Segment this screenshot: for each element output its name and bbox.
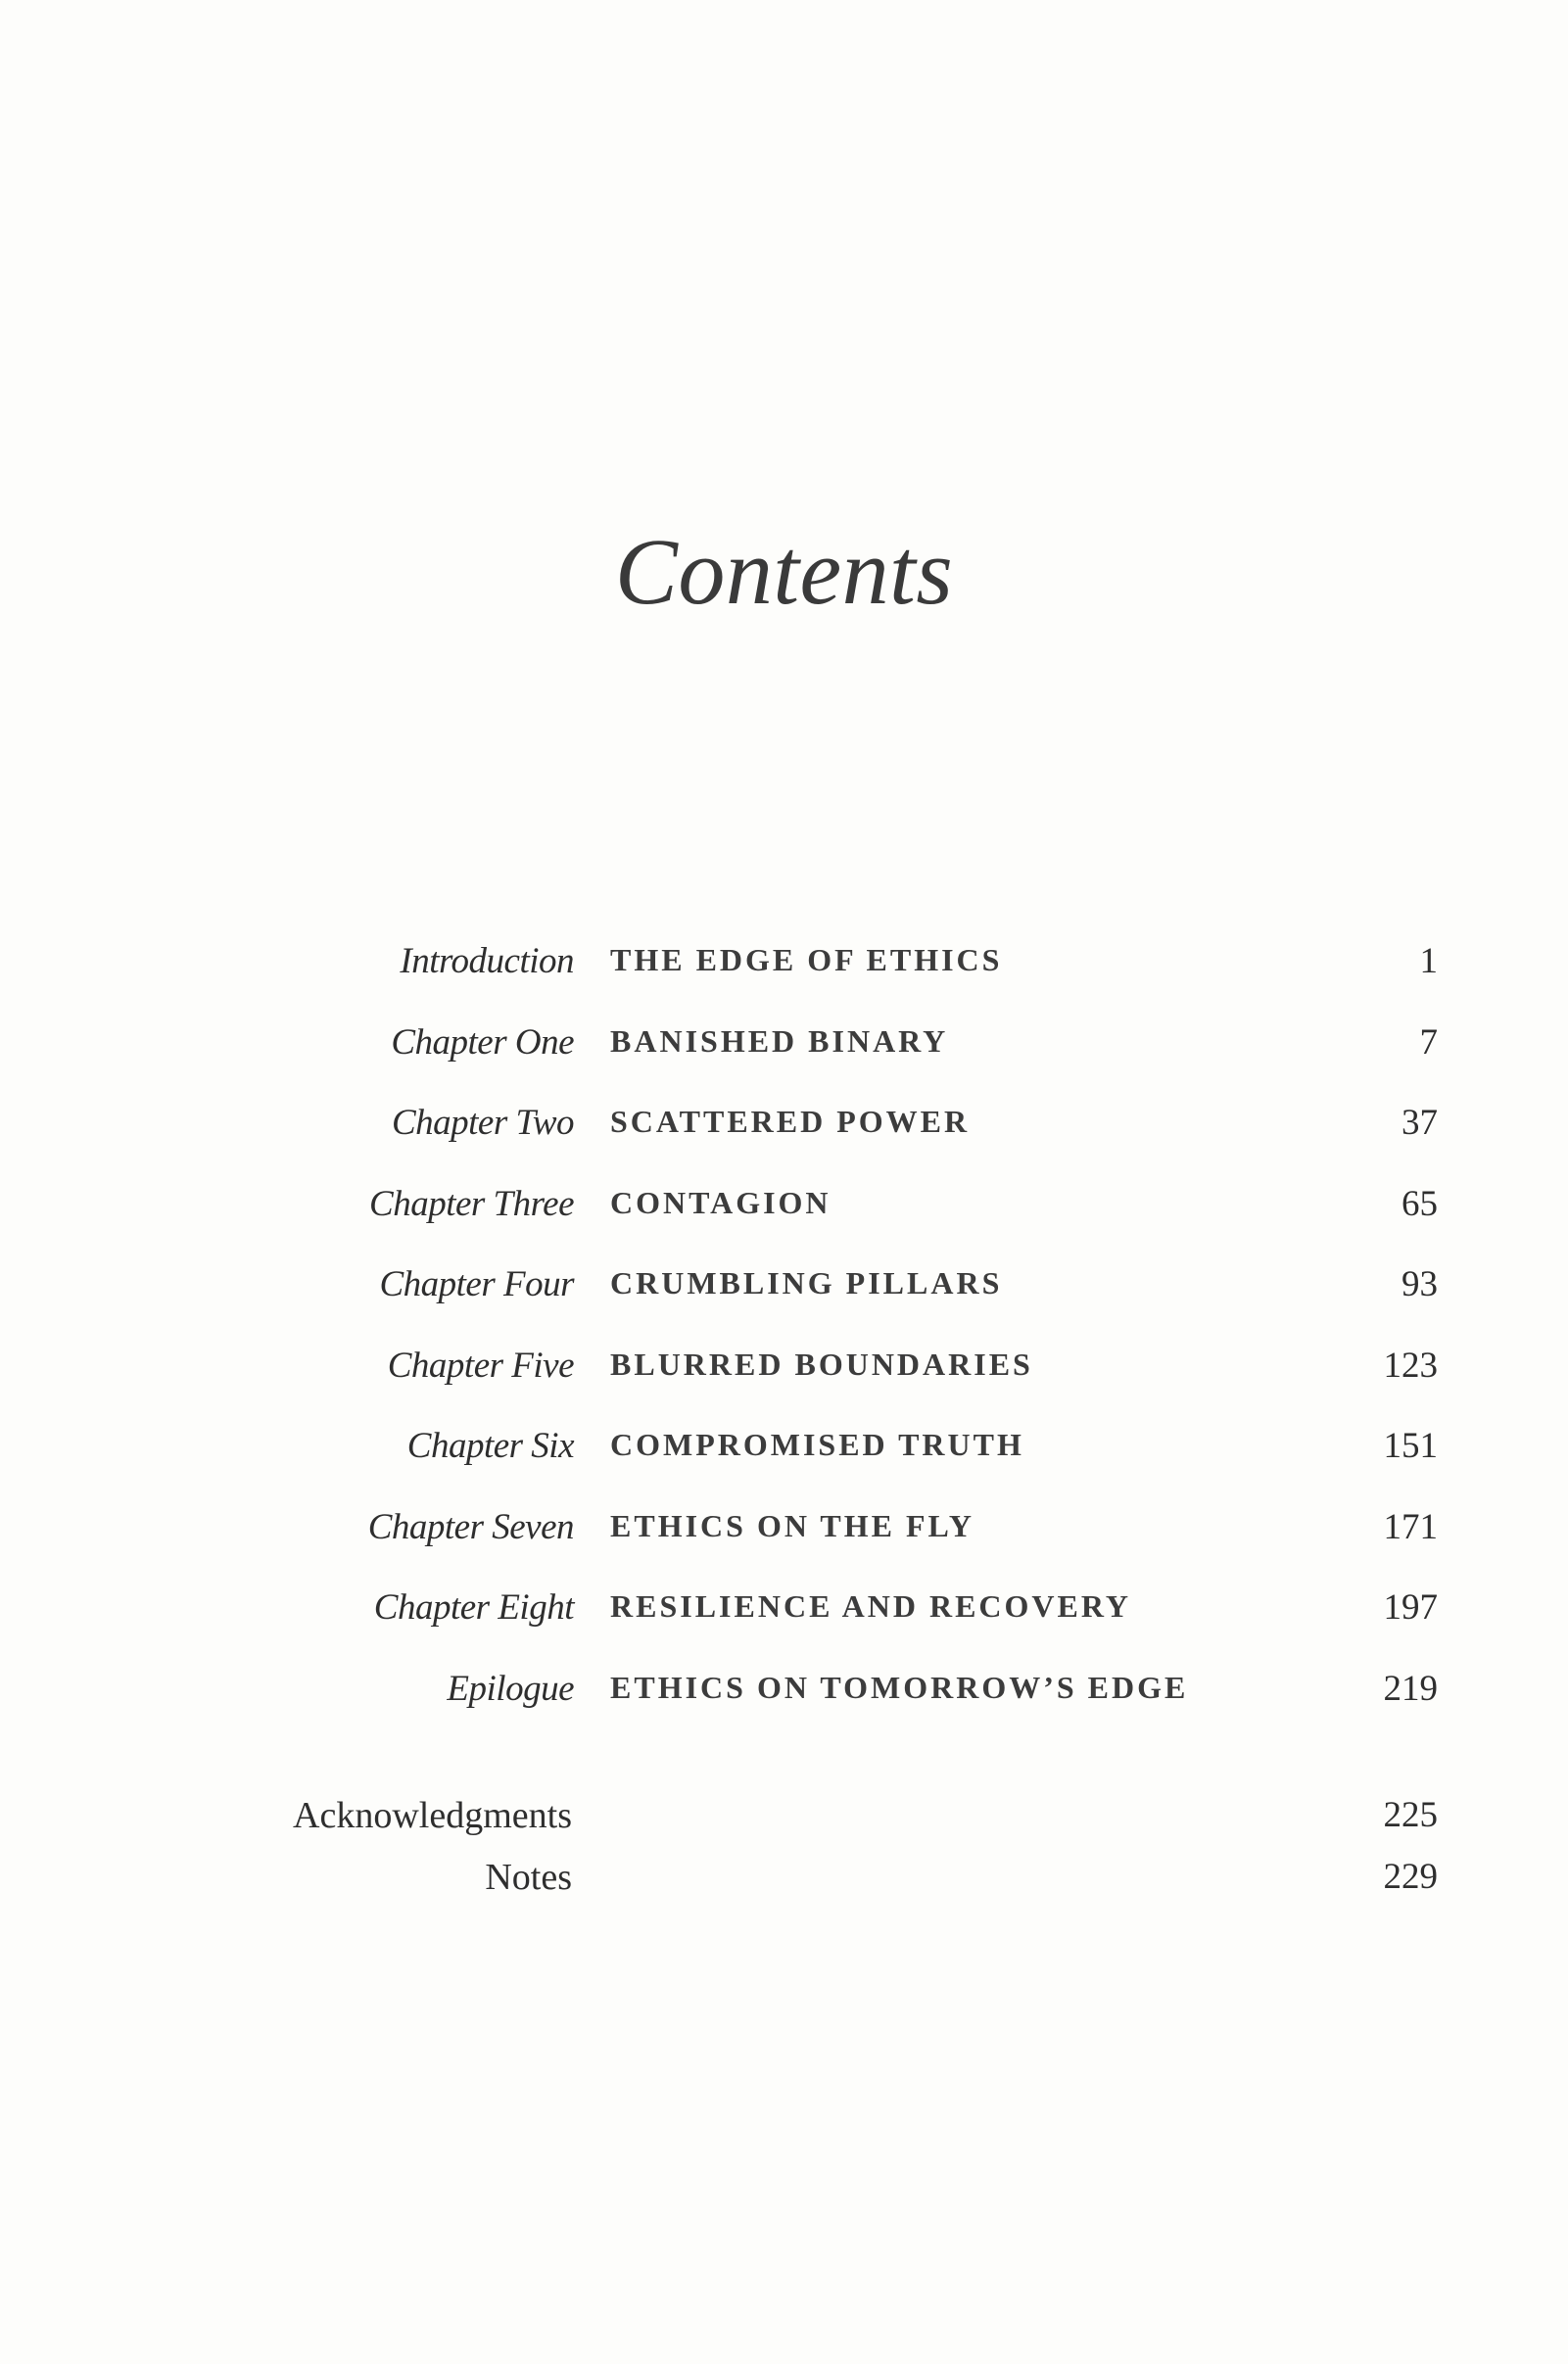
back-matter-page: 229 <box>1383 1857 1438 1897</box>
toc-entry <box>0 1183 1568 1242</box>
toc-entry <box>0 1021 1568 1080</box>
toc-entry-title: ETHICS ON THE FLY <box>610 1508 974 1543</box>
back-matter-label: Notes <box>485 1857 572 1898</box>
toc-entry <box>0 1425 1568 1484</box>
toc-entry-title: CONTAGION <box>610 1185 832 1220</box>
toc-entry-label: Chapter Four <box>379 1264 574 1304</box>
toc-entry-page: 219 <box>1383 1669 1438 1709</box>
toc-entry <box>0 1586 1568 1645</box>
toc-entry-page: 93 <box>1402 1264 1438 1304</box>
toc-entry-title: COMPROMISED TRUTH <box>610 1427 1024 1462</box>
toc-entry-page: 197 <box>1383 1587 1438 1628</box>
toc-entry-page: 151 <box>1383 1426 1438 1466</box>
toc-entry-title: ETHICS ON TOMORROW’S EDGE <box>610 1670 1189 1705</box>
toc-entry-title: BANISHED BINARY <box>610 1023 949 1059</box>
back-matter-label: Acknowledgments <box>293 1795 572 1836</box>
toc-entry-label: Introduction <box>400 941 574 981</box>
toc-entry-label: Chapter Eight <box>373 1587 574 1628</box>
toc-entry-page: 171 <box>1383 1507 1438 1547</box>
toc-entry-label: Chapter One <box>391 1022 574 1063</box>
back-matter-entry <box>0 1856 1568 1915</box>
toc-entry-title: CRUMBLING PILLARS <box>610 1265 1003 1300</box>
toc-entry <box>0 940 1568 999</box>
back-matter-entry <box>0 1794 1568 1853</box>
page-title: Contents <box>614 519 954 624</box>
toc-entry-page: 1 <box>1419 941 1438 981</box>
toc-entry <box>0 1263 1568 1322</box>
toc-entry-title: RESILIENCE AND RECOVERY <box>610 1588 1131 1624</box>
toc-entry-page: 123 <box>1383 1346 1438 1386</box>
back-matter-page: 225 <box>1383 1795 1438 1835</box>
toc-entry-page: 37 <box>1402 1103 1438 1143</box>
toc-entry-label: Epilogue <box>447 1669 574 1709</box>
toc-entry-page: 7 <box>1419 1022 1438 1063</box>
toc-entry <box>0 1102 1568 1160</box>
toc-entry-label: Chapter Five <box>387 1346 574 1386</box>
toc-entry-page: 65 <box>1402 1184 1438 1224</box>
toc-entry-title: SCATTERED POWER <box>610 1104 971 1139</box>
toc-entry-label: Chapter Six <box>406 1426 574 1466</box>
toc-entry-label: Chapter Two <box>391 1103 574 1143</box>
toc-entry <box>0 1668 1568 1726</box>
toc-entry <box>0 1506 1568 1565</box>
toc-entry-title: THE EDGE OF ETHICS <box>610 942 1003 977</box>
toc-entry <box>0 1345 1568 1403</box>
toc-entry-label: Chapter Seven <box>367 1507 574 1547</box>
toc-entry-title: BLURRED BOUNDARIES <box>610 1347 1033 1382</box>
toc-entry-label: Chapter Three <box>369 1184 574 1224</box>
